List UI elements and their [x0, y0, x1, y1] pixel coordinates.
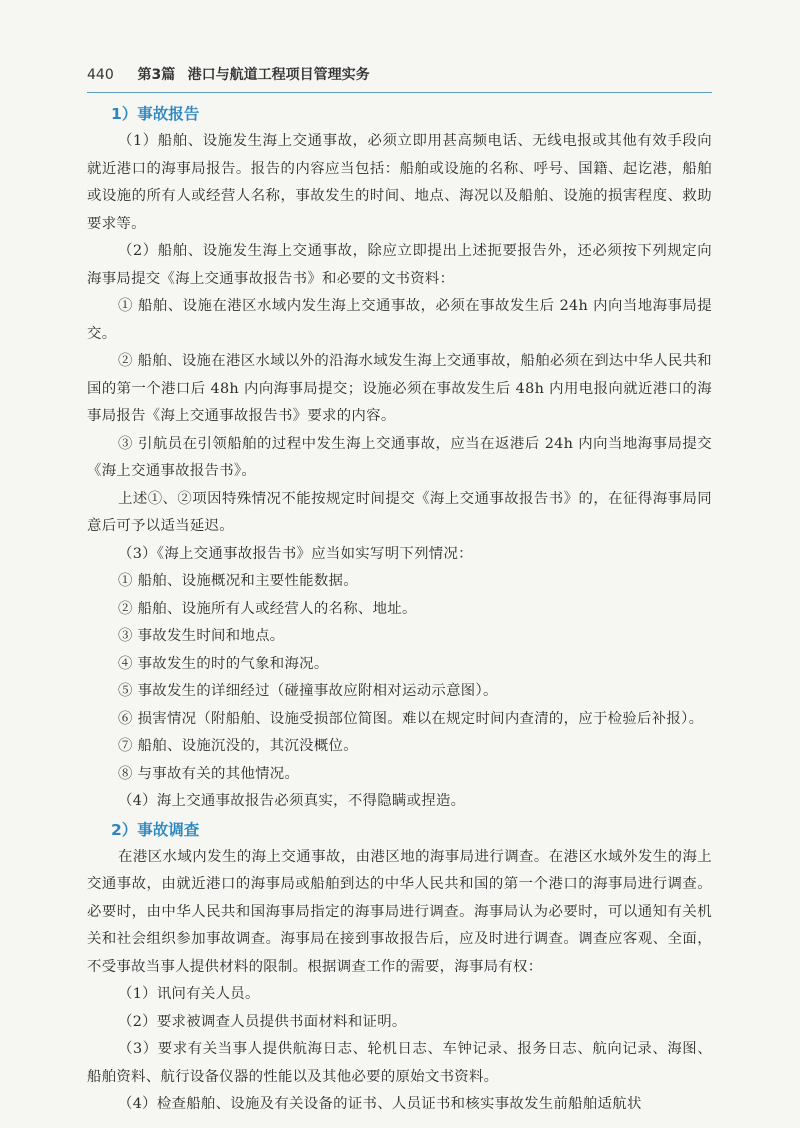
paragraph: （1）船舶、设施发生海上交通事故，必须立即用甚高频电话、无线电报或其他有效手段向就近港口的海事局报告。报告的内容应当包括：船舶或设施的名称、呼号、国籍、起讫港，船舶或设施的所有人或经营人名称，事故发生的时间、地点、海况以及船舶、设施的损害程度、救助要求等。: [87, 133, 712, 232]
page-content: [87, 100, 712, 1119]
section-heading-accident-investigation: 2）事故调查: [111, 820, 200, 839]
list-item: ⑤ 事故发生的详细经过（碰撞事故应附相对运动示意图）。: [118, 683, 498, 699]
paragraph: （4）海上交通事故报告必须真实，不得隐瞒或捏造。: [118, 793, 466, 809]
list-item: （2）要求被调查人员提供书面材料和证明。: [118, 1013, 407, 1030]
list-item: （1）讯问有关人员。: [118, 986, 260, 1002]
part-label: 第3篇: [137, 67, 176, 83]
header-divider: [87, 92, 712, 93]
chapter-title: 港口与航道工程项目管理实务: [187, 67, 370, 83]
list-item: ⑦ 船舶、设施沉没的，其沉没概位。: [118, 738, 358, 754]
paragraph: （2）船舶、设施发生海上交通事故，除应立即提出上述扼要报告外，还必须按下列规定向海事局提交《海上交通事故报告书》和必要的文书资料：: [87, 243, 712, 287]
list-item: ② 船舶、设施所有人或经营人的名称、地址。: [118, 600, 417, 617]
paragraph: 在港区水域内发生的海上交通事故，由港区地的海事局进行调查。在港区水域外发生的海上交通事故，由就近港口的海事局或船舶到达的中华人民共和国的第一个港口的海事局进行调查。必要时，由中华人民共和国海事局指定的海事局进行调查。海事局认为必要时，可以通知有关机关和社会组织参加事故调查。海事局在接到事故报告后，应及时进行调查。调查应客观、全面，不受事故当事人提供材料的限制。根据调查工作的需要，海事局有权：: [87, 848, 712, 975]
list-item: ⑥ 损害情况（附船舶、设施受损部位简图。难以在规定时间内查清的，应于检验后补报）。: [118, 710, 704, 727]
paragraph: ② 船舶、设施在港区水域以外的沿海水域发生海上交通事故，船舶必须在到达中华人民共和国的第一个港口后 48h 内向海事局提交；设施必须在事故发生后 48h 内用电报向就近港口的海事局报告《海上交通事故报告书》要求的内容。: [87, 353, 712, 424]
paragraph: 上述①、②项因特殊情况不能按规定时间提交《海上交通事故报告书》的，在征得海事局同意后可予以适当延迟。: [87, 490, 712, 534]
list-item: （4）检查船舶、设施及有关设备的证书、人员证书和核实事故发生前船舶适航状: [118, 1096, 642, 1112]
paragraph: （3）《海上交通事故报告书》应当如实写明下列情况：: [118, 545, 473, 562]
list-item: ③ 事故发生时间和地点。: [118, 628, 285, 644]
section-heading-accident-report: 1）事故报告: [111, 105, 200, 123]
list-item: ① 船舶、设施概况和主要性能数据。: [118, 573, 358, 589]
page-number: 440: [87, 67, 114, 83]
list-item: （3）要求有关当事人提供航海日志、轮机日志、车钟记录、报务日志、航向记录、海图、船舶资料、航行设备仪器的性能以及其他必要的原始文书资料。: [87, 1041, 712, 1085]
paragraph: ① 船舶、设施在港区水域内发生海上交通事故，必须在事故发生后 24h 内向当地海事局提交。: [87, 298, 712, 342]
paragraph: ③ 引航员在引领船舶的过程中发生海上交通事故，应当在返港后 24h 内向当地海事局提交《海上交通事故报告书》。: [87, 435, 712, 479]
list-item: ⑧ 与事故有关的其他情况。: [118, 765, 300, 782]
list-item: ④ 事故发生的时的气象和海况。: [118, 655, 329, 672]
page-header: [87, 64, 712, 88]
